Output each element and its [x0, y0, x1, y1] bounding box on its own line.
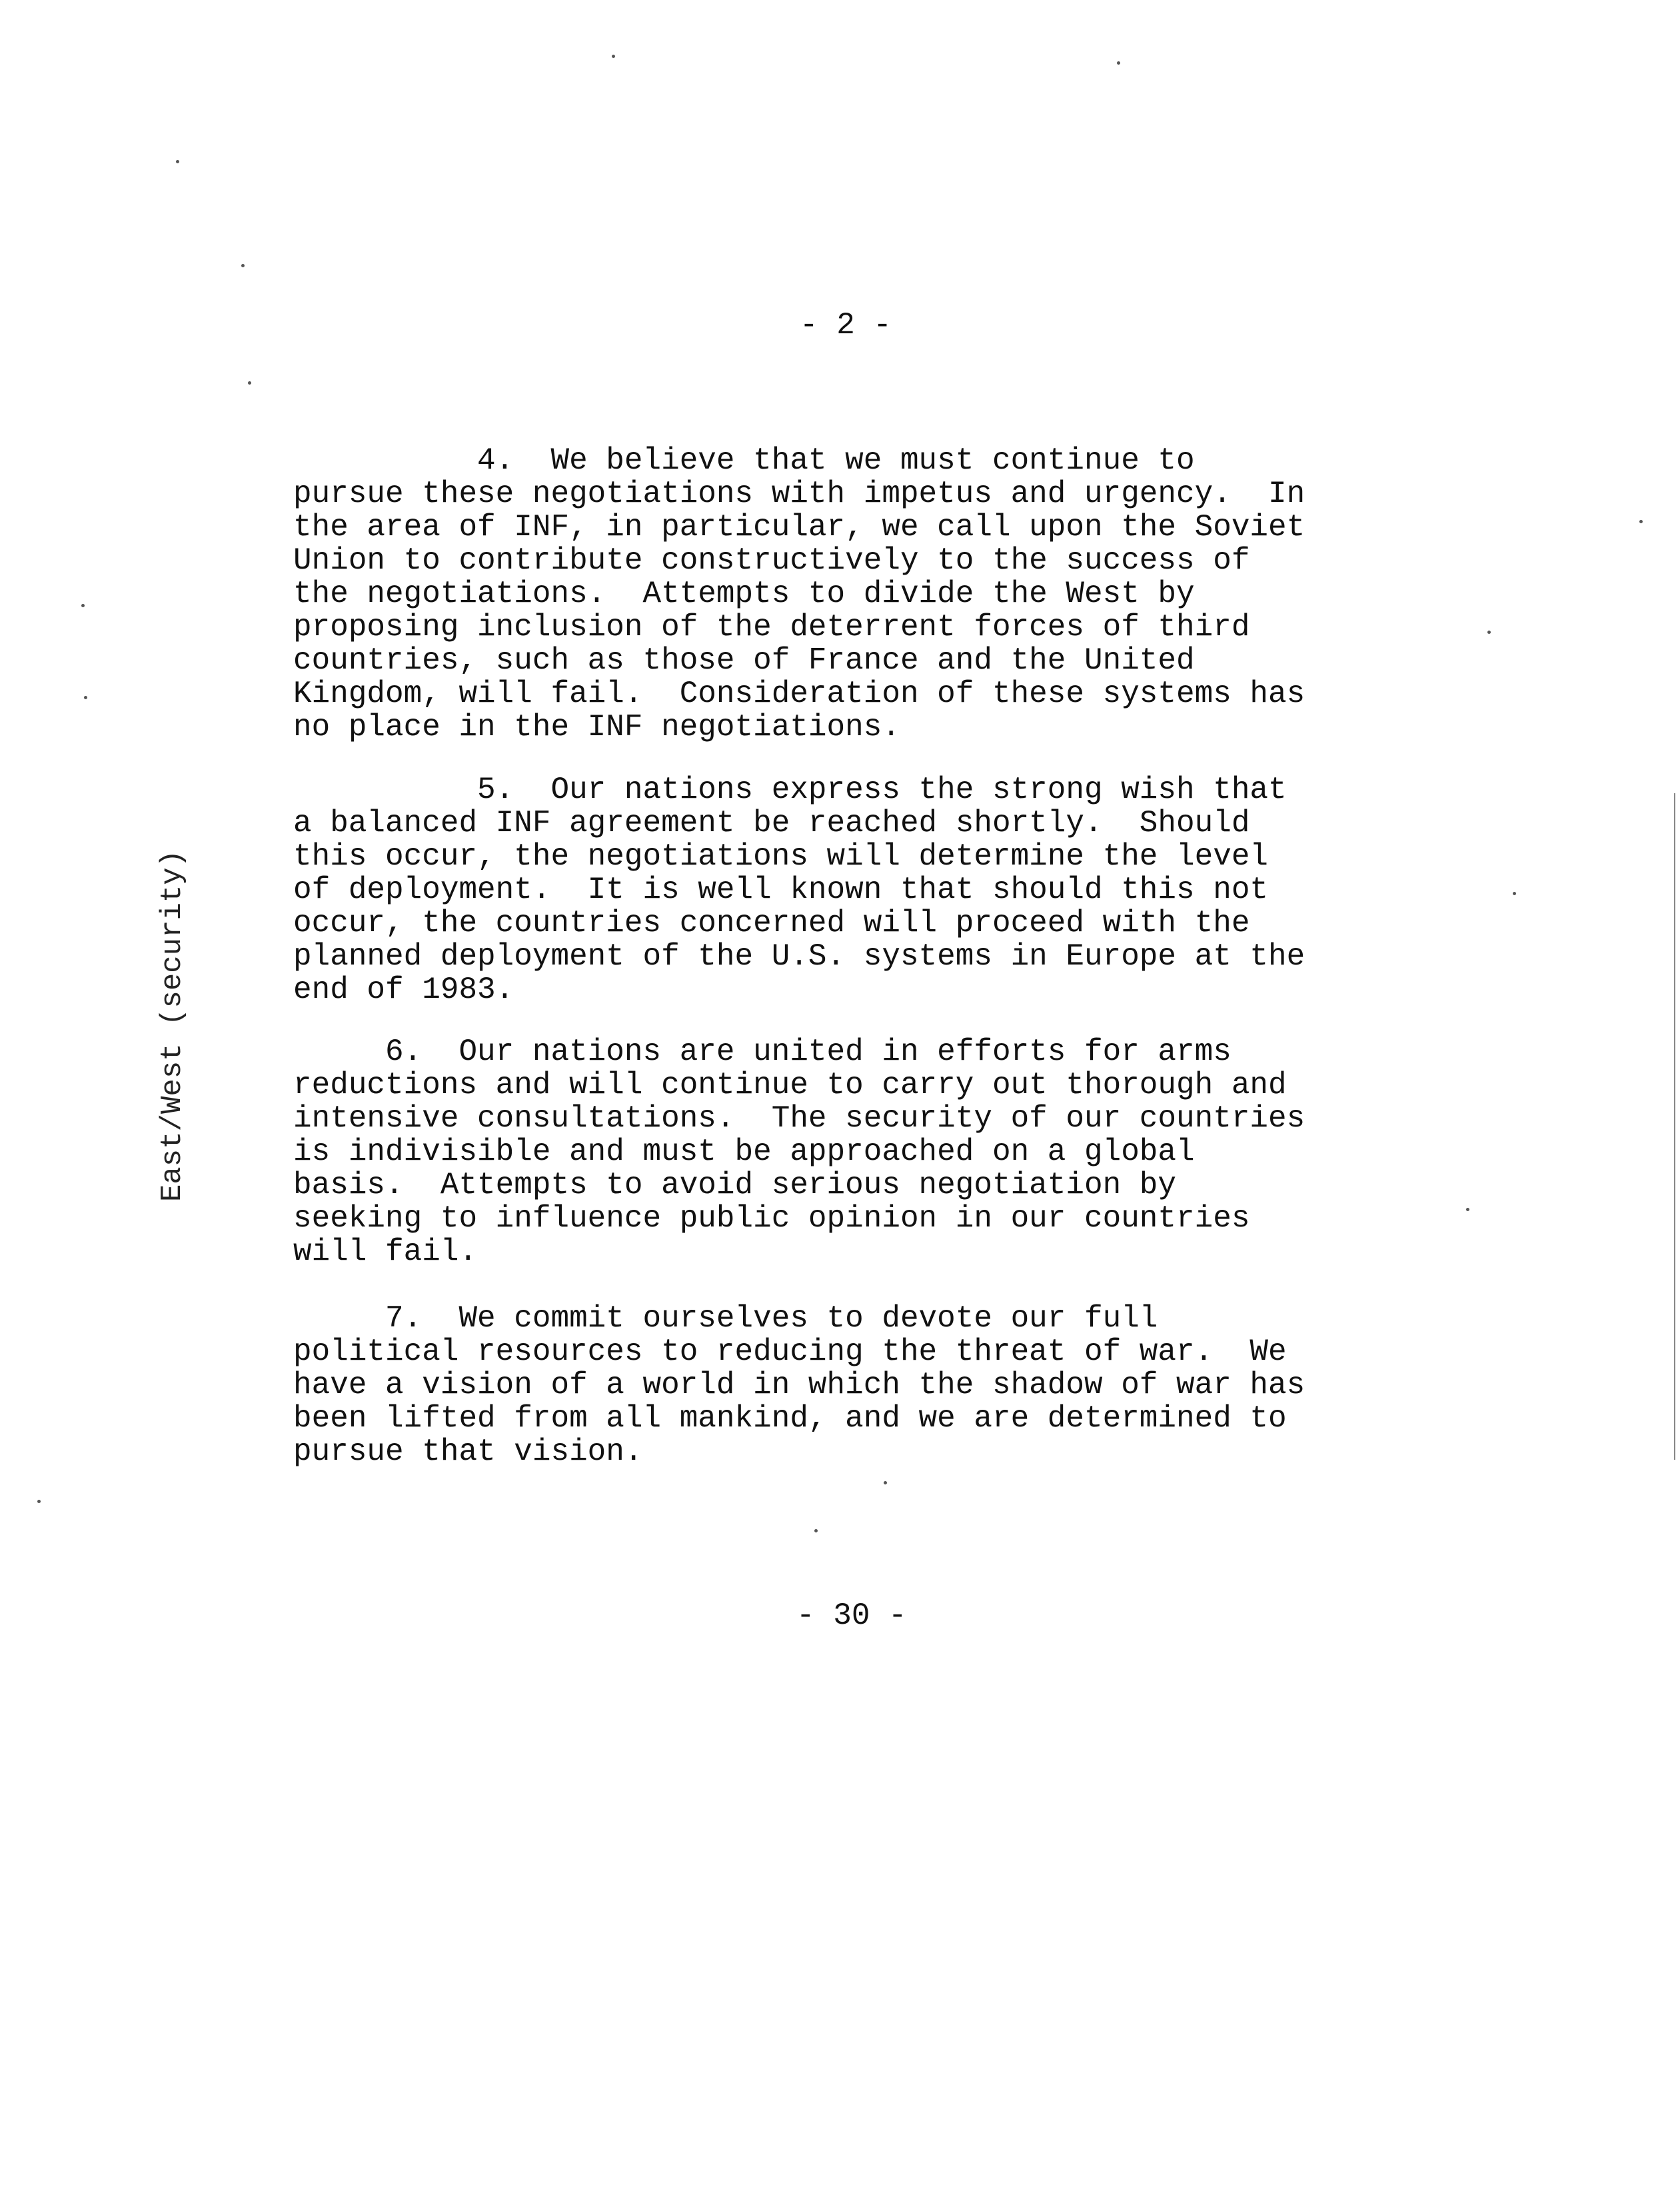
text-line: been lifted from all mankind, and we are determined to	[293, 1401, 1287, 1436]
paragraph-5	[293, 773, 1426, 1007]
text-line: political resources to reducing the threat of war. We	[293, 1334, 1287, 1369]
scan-speck	[84, 696, 87, 699]
text-line: seeking to influence public opinion in our countries	[293, 1201, 1250, 1236]
text-line: no place in the INF negotiations.	[293, 710, 900, 745]
scan-speck	[37, 1500, 41, 1503]
text-line: Kingdom, will fail. Consideration of these systems has	[293, 677, 1305, 711]
text-line: the negotiations. Attempts to divide the West by	[293, 577, 1195, 611]
text-line: a balanced INF agreement be reached shortly. Should	[293, 806, 1250, 841]
paragraph-7	[293, 1302, 1426, 1468]
scan-edge-line	[1674, 793, 1675, 1460]
scan-speck	[1466, 1208, 1469, 1211]
text-line: occur, the countries concerned will proceed with the	[293, 906, 1250, 941]
scan-speck	[884, 1481, 887, 1484]
text-line: proposing inclusion of the deterrent forces of third	[293, 610, 1250, 645]
text-line: Union to contribute constructively to the success of	[293, 543, 1250, 578]
text-line: have a vision of a world in which the shadow of war has	[293, 1368, 1305, 1402]
text-line: planned deployment of the U.S. systems in Europe at the	[293, 939, 1305, 974]
scan-speck	[248, 381, 251, 385]
text-line: countries, such as those of France and the United	[293, 643, 1195, 678]
text-line: pursue these negotiations with impetus and urgency. In	[293, 477, 1305, 511]
text-line: pursue that vision.	[293, 1434, 643, 1469]
text-line: the area of INF, in particular, we call upon the Soviet	[293, 510, 1305, 545]
text-line: of deployment. It is well known that should this not	[293, 873, 1269, 907]
scan-speck	[814, 1529, 818, 1532]
text-line: this occur, the negotiations will determine the level	[293, 839, 1269, 874]
text-line: 7. We commit ourselves to devote our full	[293, 1301, 1158, 1336]
page-number-top: - 2 -	[800, 308, 892, 343]
text-line: is indivisible and must be approached on a global	[293, 1134, 1195, 1169]
text-line: will fail.	[293, 1234, 478, 1269]
scan-speck	[1117, 61, 1120, 65]
scan-speck	[176, 160, 179, 163]
scan-speck	[81, 604, 85, 607]
text-line: 5. Our nations express the strong wish that	[293, 773, 1287, 807]
margin-subject-label: East/West (security)	[156, 849, 189, 1202]
text-line: 4. We believe that we must continue to	[293, 443, 1195, 478]
text-line: end of 1983.	[293, 973, 514, 1007]
text-line: basis. Attempts to avoid serious negotiation by	[293, 1168, 1177, 1202]
scan-speck	[1487, 631, 1491, 634]
paragraph-4	[293, 444, 1426, 744]
scan-speck	[612, 55, 615, 58]
scan-speck	[1639, 520, 1643, 523]
paragraph-6	[293, 1035, 1426, 1268]
text-line: reductions and will continue to carry out thorough and	[293, 1068, 1287, 1103]
text-line: 6. Our nations are united in efforts for arms	[293, 1035, 1232, 1069]
page-number-bottom: - 30 -	[796, 1598, 907, 1633]
text-line: intensive consultations. The security of our countries	[293, 1101, 1305, 1136]
scan-speck	[1513, 892, 1516, 895]
scan-speck	[241, 264, 245, 267]
